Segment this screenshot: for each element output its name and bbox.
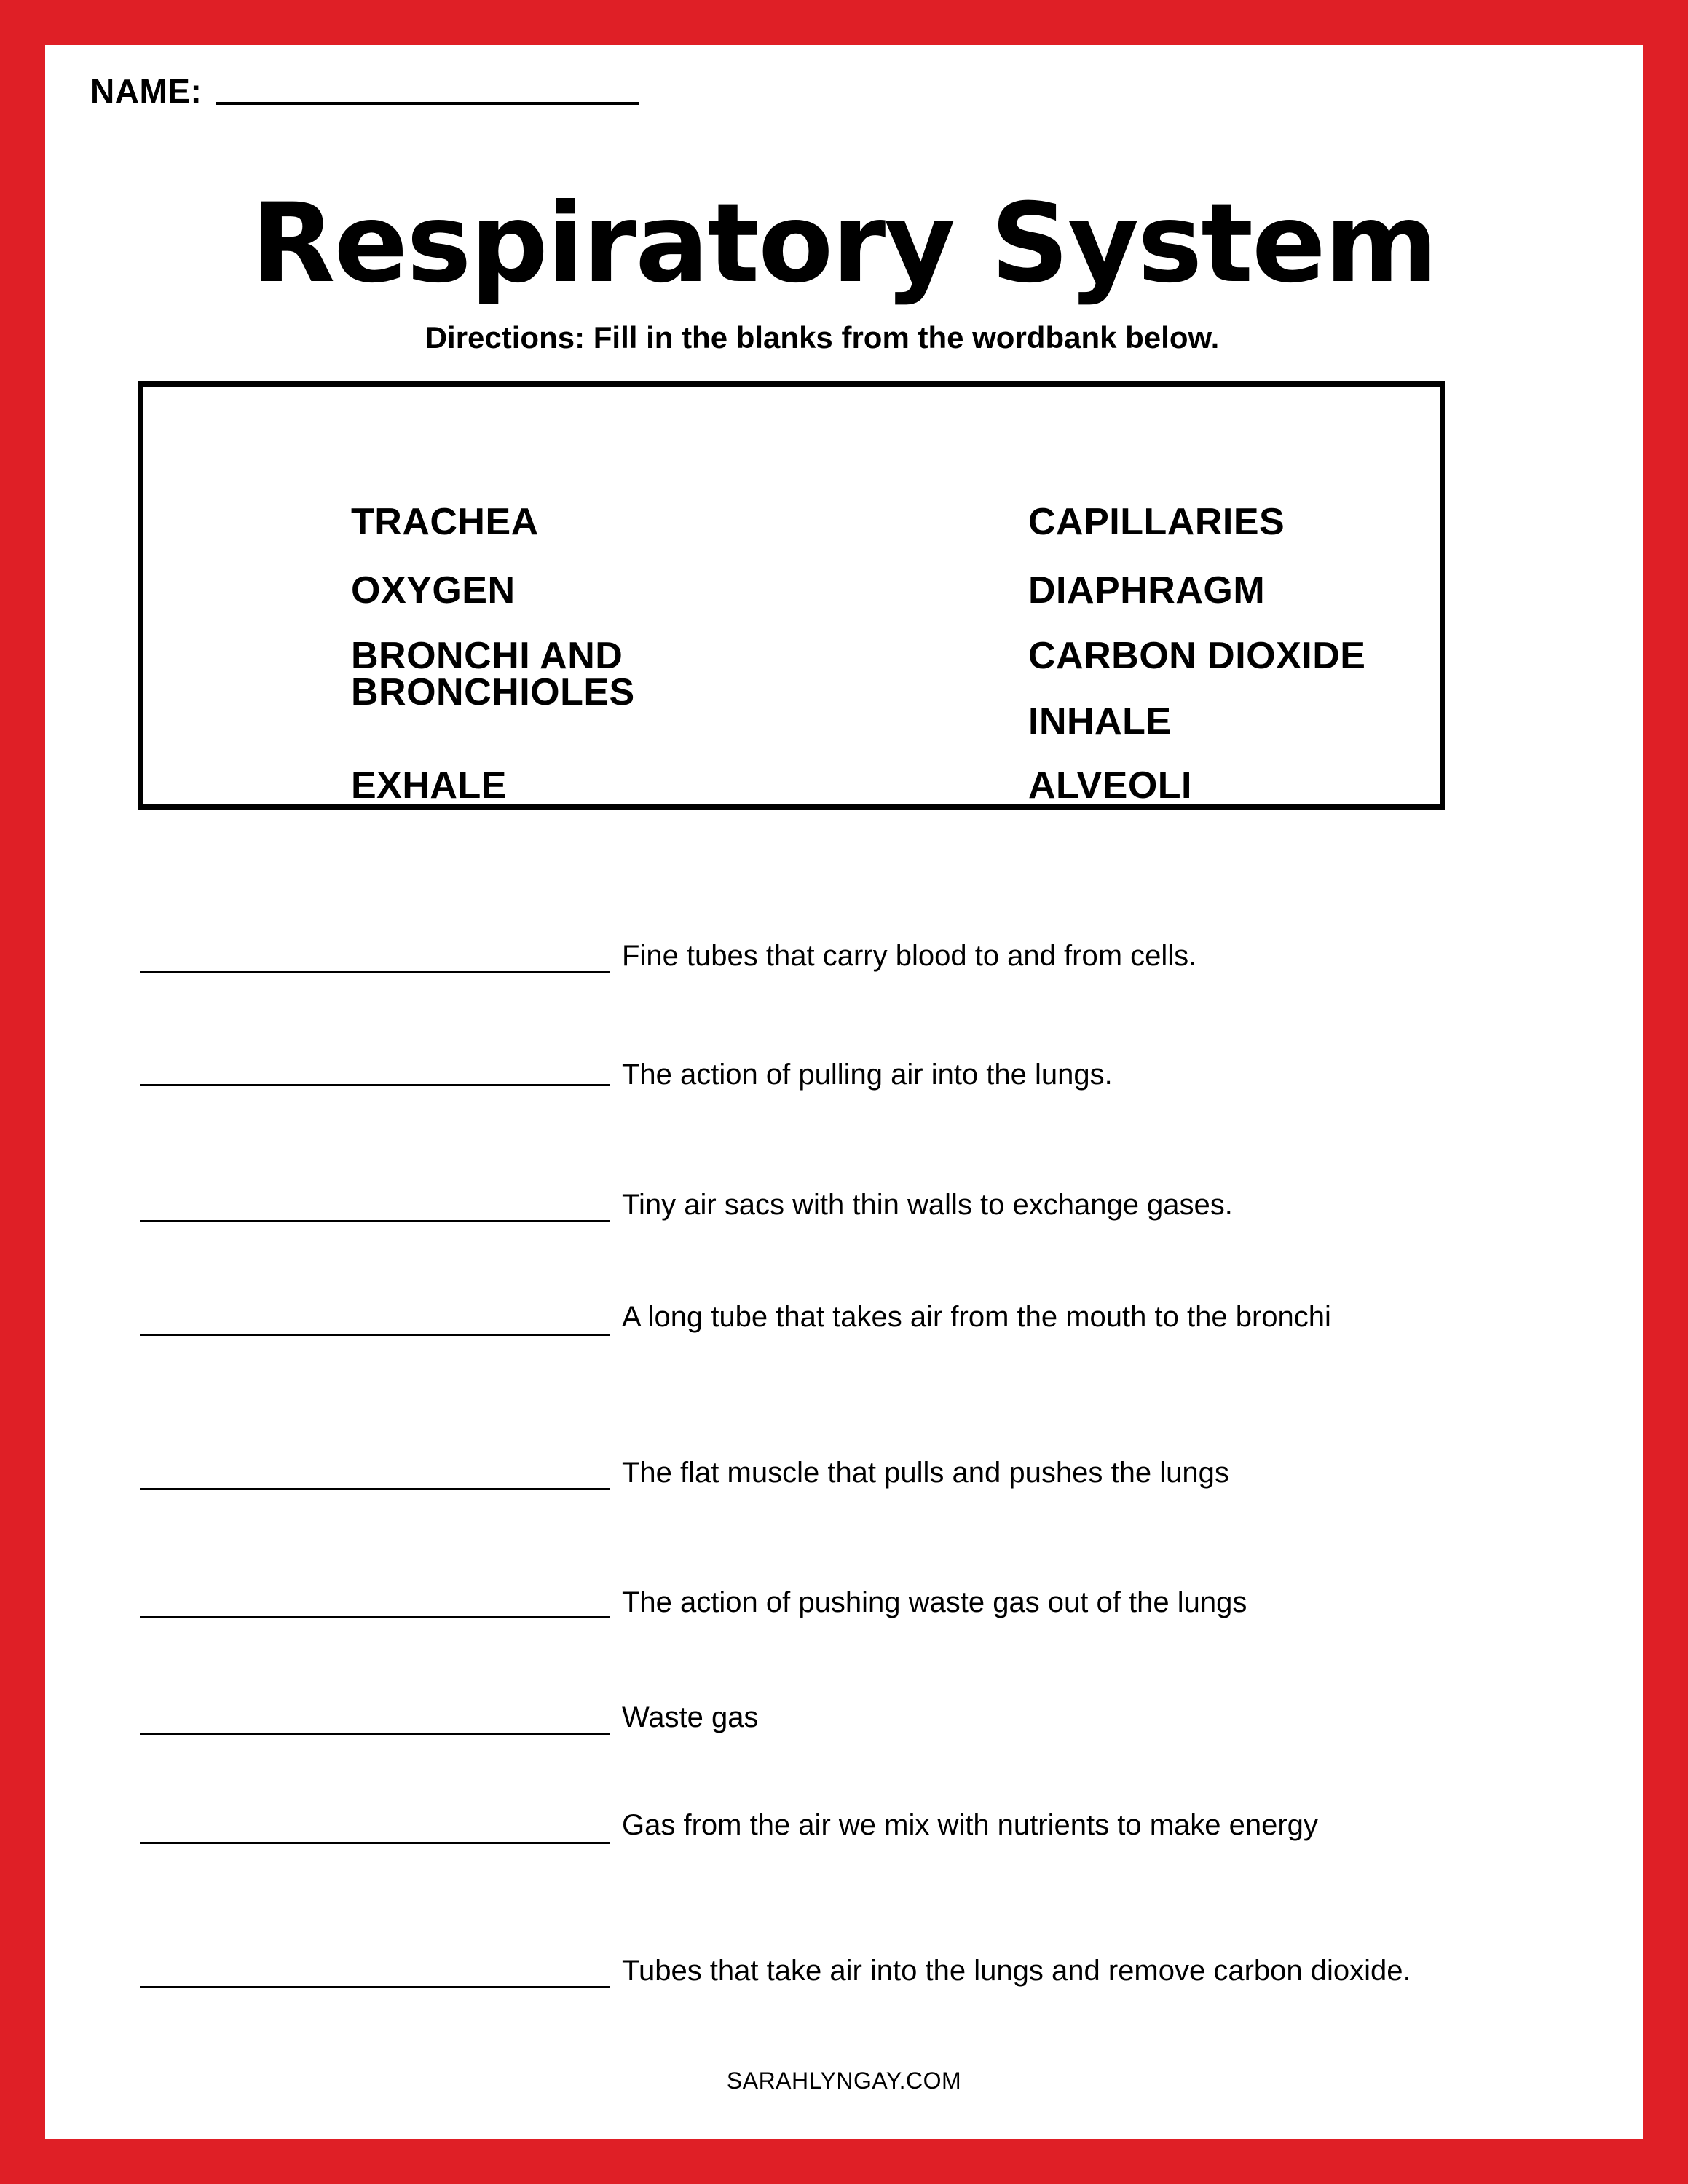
answer-blank-7[interactable] [140, 1733, 610, 1735]
wordbank-word: ALVEOLI [1028, 764, 1192, 807]
question-text: Fine tubes that carry blood to and from cells. [622, 940, 1197, 972]
question-text: Gas from the air we mix with nutrients to make energy [622, 1809, 1318, 1841]
answer-blank-9[interactable] [140, 1986, 610, 1988]
answer-blank-5[interactable] [140, 1488, 610, 1490]
question-text: A long tube that takes air from the mouth to the bronchi [622, 1301, 1331, 1333]
question-text: The action of pushing waste gas out of the lungs [622, 1586, 1247, 1618]
name-input-line[interactable] [216, 102, 639, 105]
wordbank-word: TRACHEA [351, 501, 539, 543]
answer-blank-4[interactable] [140, 1334, 610, 1336]
wordbank-word: OXYGEN [351, 569, 516, 612]
wordbank-word: DIAPHRAGM [1028, 569, 1266, 612]
wordbank-word: BRONCHIOLES [351, 671, 635, 713]
question-text: The action of pulling air into the lungs. [622, 1059, 1113, 1091]
wordbank-word: CARBON DIOXIDE [1028, 635, 1366, 677]
answer-blank-6[interactable] [140, 1616, 610, 1618]
directions-text: Directions: Fill in the blanks from the wordbank below. [425, 320, 1220, 355]
question-text: Tiny air sacs with thin walls to exchange gases. [622, 1189, 1233, 1221]
question-text: Waste gas [622, 1701, 759, 1733]
wordbank-word: CAPILLARIES [1028, 501, 1285, 543]
wordbank-word: INHALE [1028, 700, 1172, 743]
answer-blank-1[interactable] [140, 971, 610, 973]
answer-blank-3[interactable] [140, 1220, 610, 1222]
answer-blank-8[interactable] [140, 1842, 610, 1844]
question-text: Tubes that take air into the lungs and remove carbon dioxide. [622, 1955, 1411, 1987]
wordbank-word: EXHALE [351, 764, 507, 807]
answer-blank-2[interactable] [140, 1084, 610, 1086]
page-title: Respiratory System [251, 181, 1437, 307]
name-label: NAME: [90, 72, 202, 110]
footer-website: SARAHLYNGAY.COM [726, 2068, 962, 2094]
wordbank-word: BRONCHI AND [351, 635, 623, 677]
question-text: The flat muscle that pulls and pushes the lungs [622, 1457, 1229, 1489]
